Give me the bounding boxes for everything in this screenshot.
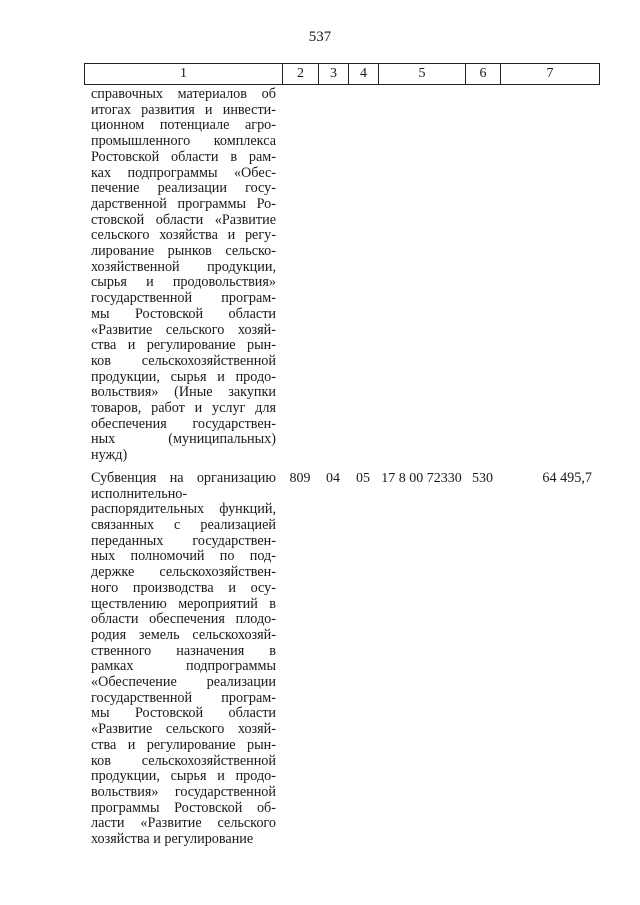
description-line: ных полномочий по под- [91, 548, 276, 565]
description-line: ков сельскохозяйственной [91, 752, 276, 769]
description-line: ства и регулирование рын- [91, 736, 276, 753]
row-description [84, 471, 282, 848]
description-line: сельского хозяйства и регу- [91, 227, 276, 244]
description-line: ков сельскохозяйственной [91, 352, 276, 369]
table-row [84, 87, 600, 464]
description-line: итогах развития и инвести- [91, 101, 276, 118]
description-line: «Развитие сельского хозяй- [91, 721, 276, 738]
description-line: держке сельскохозяйствен- [91, 564, 276, 581]
description-line: вольствия» (Иные закупки [91, 384, 276, 401]
description-line: обеспечения государствен- [91, 415, 276, 432]
description-line: лирование рынков сельско- [91, 243, 276, 260]
description-line: ных (муниципальных) [91, 431, 276, 448]
description-line: ного производства и осу- [91, 579, 276, 596]
description-line: продукции, сырья и продо- [91, 368, 276, 385]
column-header-4: 4 [349, 64, 379, 84]
row-subsection-code: 05 [356, 470, 370, 486]
column-header-1: 1 [85, 64, 283, 84]
description-line: вольствия» государственной [91, 783, 276, 800]
description-line: «Обеспечение реализации [91, 674, 276, 691]
description-line: исполнительно- [91, 485, 188, 502]
row-ministry-code: 809 [289, 470, 311, 486]
description-line: рамках подпрограммы [91, 658, 276, 675]
description-line: Субвенция на организацию [91, 469, 276, 486]
row-amount: 64 495,7 [542, 469, 592, 486]
description-line: товаров, работ и услуг для [91, 400, 276, 417]
description-line: программы Ростовской об- [91, 799, 276, 816]
row-expense-type: 530 [472, 470, 493, 486]
table-row [84, 471, 600, 848]
description-line: государственной програм- [91, 290, 276, 307]
description-line: продукции, сырья и продо- [91, 768, 276, 785]
description-line: Ростовской области в рам- [91, 148, 276, 165]
description-line: нужд) [91, 447, 128, 464]
column-header-7: 7 [546, 66, 554, 81]
description-line: стовской области «Развитие [91, 211, 276, 228]
column-header-6: 6 [466, 64, 501, 84]
description-line: связанных с реализацией [91, 516, 276, 533]
row-target-article: 17 8 00 72330 [381, 470, 462, 486]
column-header-2: 2 [283, 64, 319, 84]
row-section-code: 04 [326, 470, 340, 486]
row-description [84, 87, 282, 464]
description-line: ства и регулирование рын- [91, 337, 276, 354]
description-line: распорядительных функций, [91, 501, 276, 518]
description-line: «Развитие сельского хозяй- [91, 321, 276, 338]
description-line: ласти «Развитие сельского [91, 815, 276, 832]
column-header-3: 3 [319, 64, 349, 84]
description-line: ционном потенциале агро- [91, 117, 276, 134]
table-body [84, 87, 600, 848]
page-number: 537 [308, 29, 332, 45]
description-line: справочных материалов об [91, 86, 276, 102]
description-line: ках подпрограммы «Обес- [91, 164, 276, 181]
description-line: ственного назначения в [91, 642, 276, 659]
description-line: печение реализации госу- [91, 180, 276, 197]
table-header [84, 63, 600, 85]
description-line: сырья и продовольствия» [91, 274, 276, 291]
description-line: хозяйственной продукции, [91, 258, 276, 275]
description-line: переданных государствен- [91, 532, 276, 549]
description-line: мы Ростовской области [91, 305, 276, 322]
description-line: мы Ростовской области [91, 705, 276, 722]
description-line: промышленного комплекса [91, 133, 276, 150]
description-line: государственной програм- [91, 689, 276, 706]
description-line: ществлению мероприятий в [91, 595, 276, 612]
description-line: дарственной программы Ро- [91, 195, 276, 212]
column-header-5: 5 [379, 64, 466, 84]
description-line: хозяйства и регулирование [91, 831, 254, 848]
description-line: области обеспечения плодо- [91, 611, 276, 628]
description-line: родия земель сельскохозяй- [91, 626, 276, 643]
